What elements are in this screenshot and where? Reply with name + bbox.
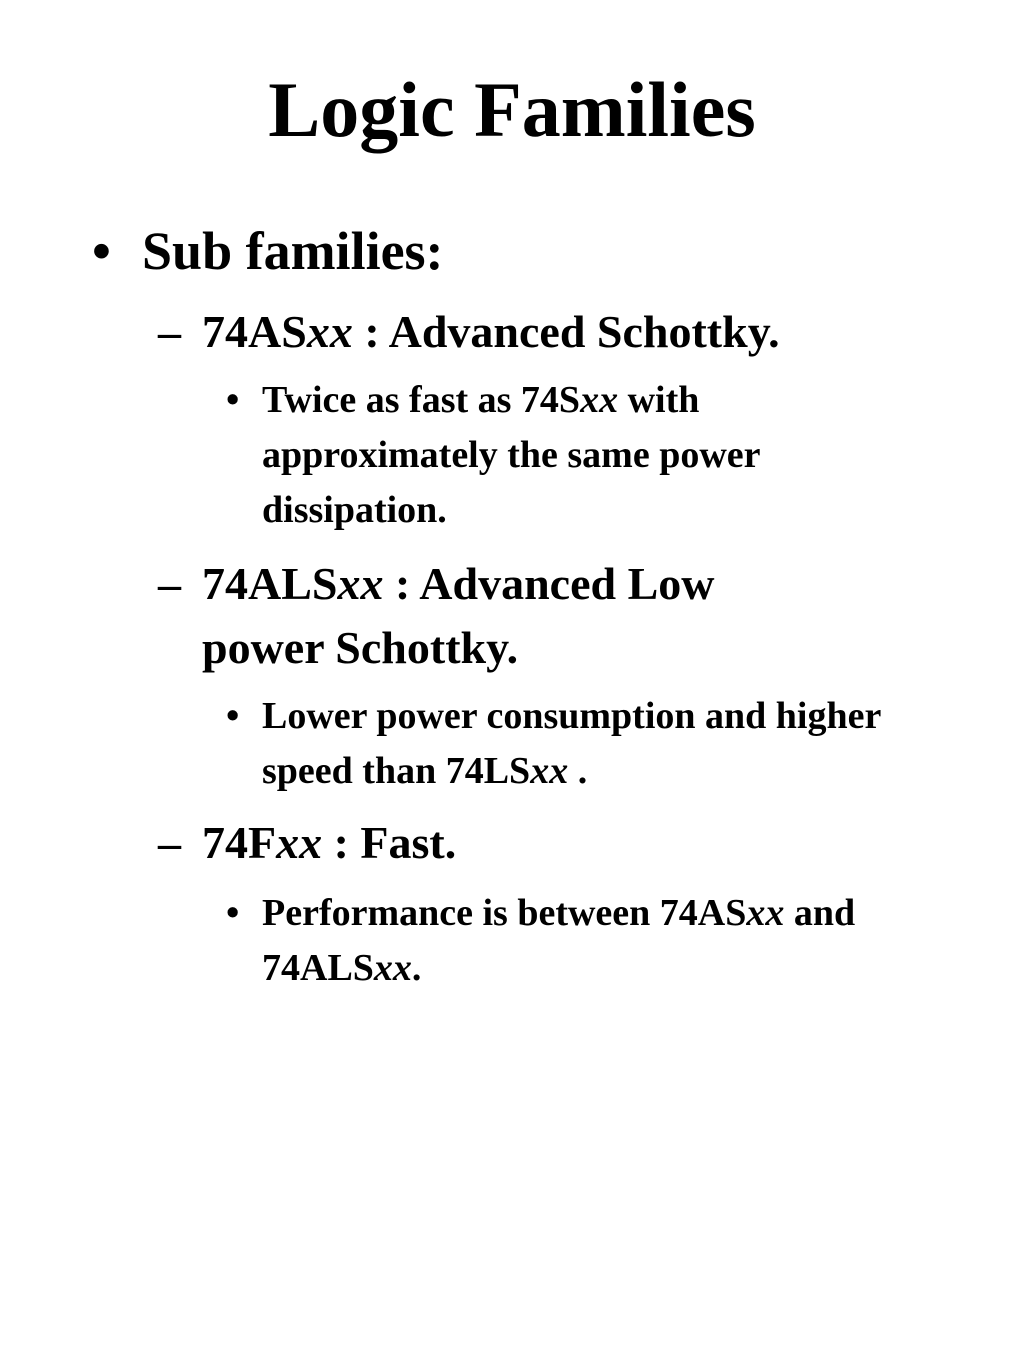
family-code: 74AS (202, 306, 307, 357)
bullet-dot: • (226, 892, 240, 934)
detail-text (262, 689, 906, 799)
family-desc: : Fast. (322, 817, 457, 868)
dash-marker: – (158, 558, 181, 609)
detail-part: Performance is between 74AS (262, 892, 747, 934)
family-code-var: xx (276, 817, 323, 868)
detail-var: xx (373, 947, 412, 989)
bullet-sub-families (92, 216, 444, 286)
sub-item-74as (158, 300, 918, 364)
detail-text (262, 373, 906, 538)
sub-item-text (202, 300, 780, 364)
sub-item-74als (158, 552, 918, 680)
bullet-label: Sub families: (142, 221, 444, 281)
detail-part: and 74ALS (262, 892, 856, 989)
bullet-dot: • (92, 221, 111, 281)
detail-var: xx (580, 379, 619, 421)
detail-text (262, 886, 906, 996)
family-desc: : Advanced Schottky. (352, 306, 780, 357)
sub-item-74f (158, 811, 918, 875)
dash-marker: – (158, 817, 181, 868)
detail-74f (226, 886, 906, 996)
detail-var: xx (530, 750, 569, 792)
family-code-var: xx (306, 306, 353, 357)
sub-item-text (202, 552, 842, 680)
family-desc: : Advanced Low power Schottky. (202, 558, 715, 673)
detail-part: Twice as fast as 74S (262, 379, 581, 421)
detail-part: Lower power consumption and higher speed than 74LS (262, 695, 881, 792)
family-code-var: xx (337, 558, 384, 609)
detail-74as (226, 373, 906, 538)
family-code: 74F (202, 817, 277, 868)
detail-74als (226, 689, 906, 799)
detail-part: . (568, 750, 588, 792)
detail-part: with approximately the same power dissipation. (262, 379, 760, 531)
sub-item-text (202, 811, 456, 875)
slide-title: Logic Families (268, 66, 756, 153)
family-code: 74ALS (202, 558, 338, 609)
detail-part: . (411, 947, 422, 989)
dash-marker: – (158, 306, 181, 357)
bullet-dot: • (226, 695, 240, 737)
bullet-dot: • (226, 379, 240, 421)
detail-var: xx (746, 892, 785, 934)
